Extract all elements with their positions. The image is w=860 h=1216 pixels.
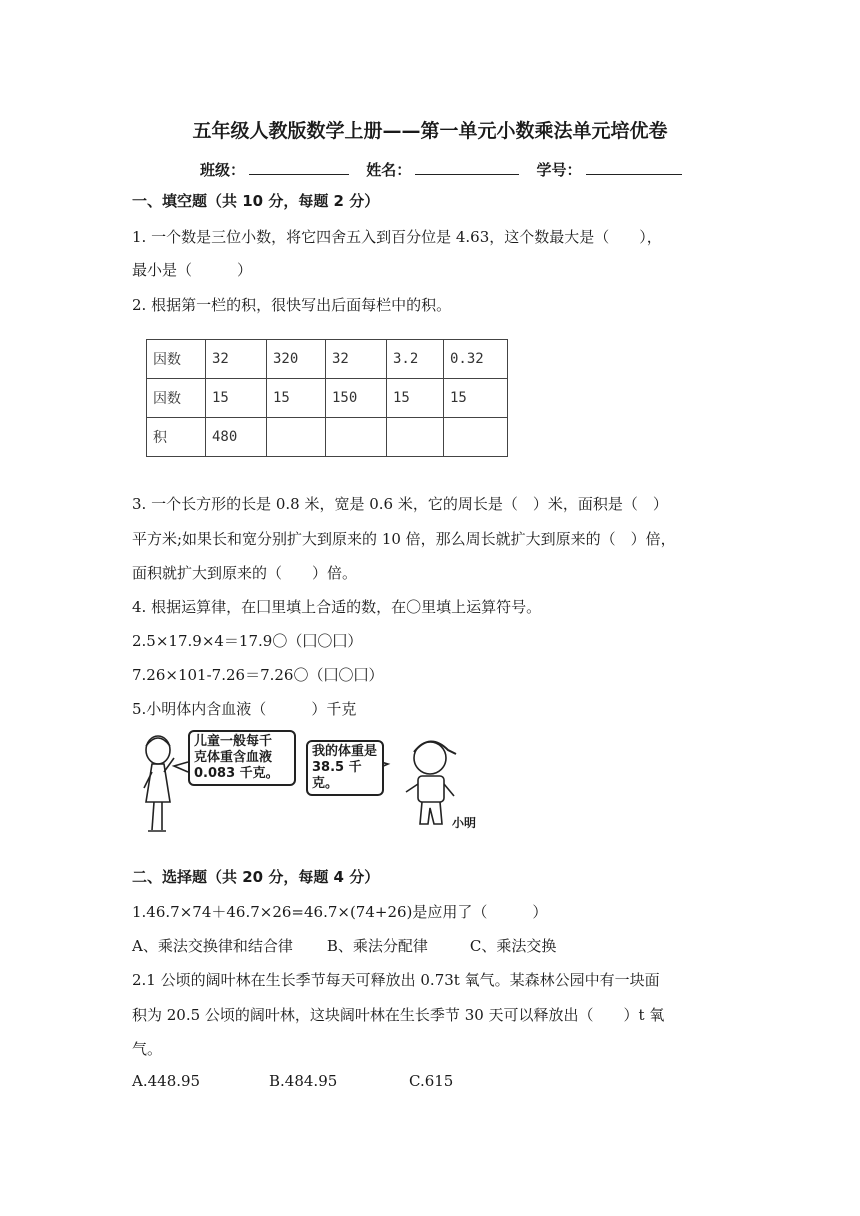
s2-q1-options (132, 935, 556, 956)
table-row (147, 340, 508, 379)
table-cell: 15 (387, 379, 444, 418)
q2-text: 2. 根据第一栏的积，很快写出后面每栏中的积。 (132, 296, 452, 314)
option-a: A.448.95 (132, 1072, 201, 1090)
q4-text: 4. 根据运算律，在囗里填上合适的数，在〇里填上运算符号。 (132, 598, 542, 616)
bubble-right-line: 我的体重是 (312, 744, 378, 759)
boy-name-label: 小明 (452, 816, 477, 830)
option-b: B、乘法分配律 (326, 937, 428, 955)
table-cell: 0.32 (444, 340, 508, 379)
table-cell (387, 418, 444, 457)
name-label: 姓名： (366, 161, 412, 179)
bubble-left-line: 儿童一般每千 (194, 734, 273, 749)
table-cell: 32 (206, 340, 267, 379)
number-label: 学号： (536, 161, 582, 179)
s2-q1-text: 1.46.7×74＋46.7×26=46.7×(74+26)是应用了（ ） (132, 903, 548, 921)
table-cell: 15 (444, 379, 508, 418)
s2-q2-line1: 2.1 公顷的阔叶林在生长季节每天可释放出 0.73t 氧气。某森林公园中有一块面 (132, 971, 660, 989)
table-cell (267, 418, 326, 457)
s2-q2-options (132, 1072, 453, 1090)
option-c: C.615 (409, 1072, 454, 1090)
table-cell: 因数 (147, 340, 206, 379)
s2-q2-line3: 气。 (132, 1040, 163, 1058)
option-c: C、乘法交换 (469, 937, 557, 955)
table-cell: 15 (267, 379, 326, 418)
bubble-right-line: 38.5 千克。 (312, 760, 362, 791)
table-cell: 32 (326, 340, 387, 379)
table-cell: 3.2 (387, 340, 444, 379)
table-row (147, 418, 508, 457)
table-cell: 480 (206, 418, 267, 457)
q3-line1: 3. 一个长方形的长是 0.8 米，宽是 0.6 米，它的周长是（ ）米，面积是（ ） (132, 495, 668, 513)
table-cell: 320 (267, 340, 326, 379)
bubble-left-line: 0.083 千克。 (194, 766, 279, 781)
table-cell: 150 (326, 379, 387, 418)
table-cell: 因数 (147, 379, 206, 418)
number-blank (586, 158, 682, 175)
boy-speech-bubble (306, 740, 384, 796)
girl-speech-bubble (188, 730, 296, 786)
q1-line2: 最小是（ ） (132, 261, 253, 279)
q3-line3: 面积就扩大到原来的（ ）倍。 (132, 564, 358, 582)
page-title: 五年级人教版数学上册——第一单元小数乘法单元培优卷 (192, 120, 668, 142)
section2-heading: 二、选择题（共 20 分，每题 4 分） (132, 868, 380, 886)
class-blank (249, 158, 349, 175)
table-cell (326, 418, 387, 457)
q3-line2: 平方米;如果长和宽分别扩大到原来的 10 倍，那么周长就扩大到原来的（ ）倍， (132, 530, 676, 548)
q1-line1: 1. 一个数是三位小数，将它四舍五入到百分位是 4.63，这个数最大是（ ）， (132, 228, 662, 246)
q5-illustration (130, 728, 490, 836)
s2-q2-line2: 积为 20.5 公顷的阔叶林，这块阔叶林在生长季节 30 天可以释放出（ ）t 氧 (132, 1006, 665, 1024)
option-b: B.484.95 (269, 1072, 338, 1090)
q5-text: 5.小明体内含血液（ ）千克 (132, 700, 357, 718)
bubble-left-line: 克体重含血液 (194, 750, 273, 765)
name-blank (415, 158, 519, 175)
table-row (147, 379, 508, 418)
product-table (146, 339, 508, 457)
student-info-row (200, 158, 682, 180)
class-label: 班级： (200, 161, 246, 179)
q4-expr-b: 7.26×101-7.26＝7.26〇（囗〇囗） (132, 666, 384, 684)
option-a: A、乘法交换律和结合律 (132, 937, 293, 955)
table-cell: 积 (147, 418, 206, 457)
q4-expr-a: 2.5×17.9×4＝17.9〇（囗〇囗） (132, 632, 363, 650)
section1-heading: 一、填空题（共 10 分，每题 2 分） (132, 192, 380, 210)
table-cell (444, 418, 508, 457)
table-cell: 15 (206, 379, 267, 418)
